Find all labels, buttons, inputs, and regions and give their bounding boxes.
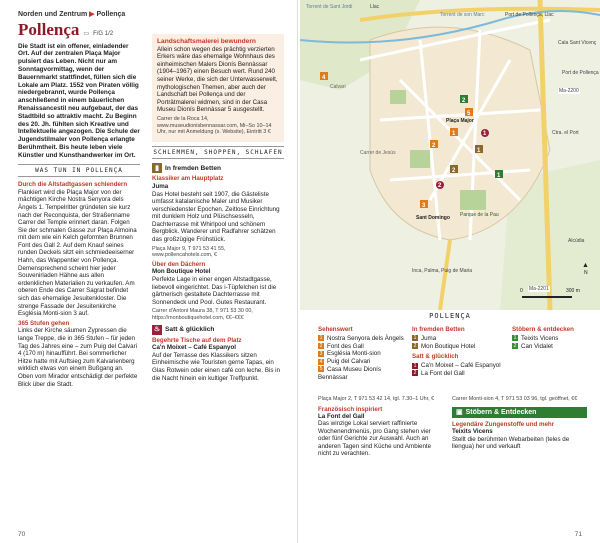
running-header xyxy=(18,10,125,18)
legend-item: 2 La Font del Gall xyxy=(413,369,465,377)
svg-text:1: 1 xyxy=(497,173,501,179)
juma-name: Juma xyxy=(152,182,169,190)
juma-text: Das Hotel besteht seit 1907, die Gästeliste umfasst katalanische Maler und Musiker verschiedenster Epochen. Zeitlose Einrichtung mit dunklem Holz und Plüschsesseln, Dachterrasse mit Whirlpool und schönem Bergblick. Wanderer und Radfahrer schätzen das großzügige Frühstück. xyxy=(152,190,280,244)
betten-title: In fremden Betten xyxy=(165,164,222,172)
svg-text:2: 2 xyxy=(438,183,442,189)
boutique-name: Mon Boutique Hotel xyxy=(152,268,211,276)
header-subsection: Pollença xyxy=(96,11,126,18)
map-label-port-pollenca: Port de Pollença, Llac xyxy=(505,12,554,18)
intro-paragraph: Die Stadt ist ein offener, einladender Ort. Auf der zentralen Plaça Major pulsiert das Leben. Nicht nur am Sonntagvormittag, wenn der Bauernmarkt stattfindet, füllen sich die Lokale am Platz. 1552 von Piraten völlig niedergebrannt, wurde Pollença anschließend in einem bäuerlichen Renaissancestil neu aufgebaut, der das Stadtbild so attraktiv macht. Zu Beginn des 20. Jh. fühlten sich Kreative und Intellektuelle angezogen. Die Schule der Jugendstilmaler von Pollença erlangte Berühmtheit. Bis heute leben viele Künstler und Kunsthandwerker im Ort. xyxy=(18,42,140,159)
info-box-landschaftsmalerei xyxy=(152,34,284,142)
juma-info: Plaça Major 9, T 971 53 41 55, www.pollencahotels.com, € xyxy=(152,245,226,259)
legend-sehenswert-title: Sehenswert xyxy=(318,326,353,333)
svg-text:5: 5 xyxy=(467,111,471,117)
stufen-text: Links der Kirche säumen Zypressen die lange Treppe, die in 365 Stufen – für jeden Tag des Jahres eine – zum Puig del Calvari 4 (170 m) hinaufführt. Bei sommerlicher Hitze hatte mit Auftsieg zum Kalvarienberg wirklich etwas von einem Bußgang an. Oben vom Mirador entschädigt der perfekte Blick über die Stadt. xyxy=(18,327,138,388)
right-col-1 xyxy=(318,396,443,457)
satt-heading xyxy=(152,325,284,335)
gutter xyxy=(297,0,298,543)
scale-300: 300 m xyxy=(566,288,580,294)
legend-satt-title: Satt & glücklich xyxy=(412,353,459,361)
moixet-info: Plaça Major 2, T 971 53 42 14, tgl. 7.30–1 Uhr, € xyxy=(318,396,435,402)
map-label-placa-major: Plaça Major xyxy=(446,118,474,124)
satt-title: Satt & glücklich xyxy=(165,325,215,333)
legend-item: 2 Font des Gall xyxy=(319,342,364,350)
map-label-port: Port de Pollença xyxy=(562,70,599,76)
legendaer-title: Legendäre Zungenstoffe und mehr xyxy=(452,421,555,428)
map-label-ma2201: Ma-2201 xyxy=(529,286,549,292)
arrow-icon: ▶ xyxy=(89,11,95,18)
section-heading: WAS TUN IN POLLENÇA xyxy=(18,164,140,178)
map-label-alcudia: Alcúdia xyxy=(568,238,585,244)
info-box-text: Allein schon wegen des prächtig verzierten Erkers wäre das ehemalige Wohnhaus des einheimischen Malers Dionís Bennàssar (1904–1967) einen Besuch wert. Rund 240 seiner Werke, die sich der Unterwasserwelt, mythologischen Themen, aber auch der Landschaft bei Pollença und der Porträtmalerei widmen, sind in der Casa Museu Dionís Bennàssar 5 ausgestellt. xyxy=(157,45,278,114)
svg-text:1: 1 xyxy=(483,131,487,137)
north-arrow-icon: ▲ xyxy=(582,262,589,269)
svg-text:2: 2 xyxy=(452,168,456,174)
map-reference: F/G 1/2 xyxy=(93,31,114,37)
svg-text:1: 1 xyxy=(452,131,456,137)
svg-text:3: 3 xyxy=(422,203,426,209)
svg-text:4: 4 xyxy=(322,75,326,81)
moixet-text: Auf der Terrasse des Klassikers sitzen Einheimische wie Touristen gerne Tapas, ein Glas Rotwein oder einen café con leche. Bis in die Nacht hinein ein kultiger Treffpunkt. xyxy=(152,351,280,382)
teixits-text: Stellt die berühmten Webarbeiten (teles de llengua) her und verkauft xyxy=(452,435,570,451)
stoebern-bar xyxy=(452,407,587,418)
map-label-cala-sant-vicenc: Cala Sant Vicenç xyxy=(558,40,597,46)
map-label-ma2200: Ma-2200 xyxy=(559,88,579,94)
header-section: Norden und Zentrum xyxy=(18,11,88,18)
daechern-title: Über den Dächern xyxy=(152,260,206,268)
klassiker-title: Klassiker am Hauptplatz xyxy=(152,175,224,183)
right-page xyxy=(300,0,600,543)
teixits-name: Teixits Vicens xyxy=(452,428,493,436)
svg-text:2: 2 xyxy=(432,143,436,149)
fork-icon: ♨ xyxy=(153,325,161,333)
scale-zero: 0 xyxy=(520,288,523,294)
column-2 xyxy=(152,34,284,384)
map-label-calvari: Calvari xyxy=(330,84,346,90)
legend-item: 4 Puig del Calvari xyxy=(319,358,371,366)
font-info: Carrer Monti-sion 4, T 971 53 03 96, tgl. geöffnet, €€ xyxy=(452,396,578,402)
city-map xyxy=(300,0,600,310)
map-label-torrent-son-marc: Torrent de son Marc xyxy=(440,12,485,18)
legend-item: 2 Mon Boutique Hotel xyxy=(413,342,476,350)
bed-icon: ▮ xyxy=(152,163,162,173)
legend-item: 1 Nostra Senyora dels Àngels xyxy=(319,334,404,342)
map-label-llac: Llac xyxy=(370,4,380,10)
font-name: La Font del Gall xyxy=(318,413,365,420)
moixet-name: Ca'n Moixet – Café Espanyol xyxy=(152,344,236,352)
legend-sehenswert xyxy=(318,326,408,382)
map-label-carrer-jesus: Carrer de Jesús xyxy=(360,150,396,156)
legend-item: 1 Juma xyxy=(413,334,437,342)
map-label-sant-domingo: Sant Domingo xyxy=(416,215,450,221)
svg-text:1: 1 xyxy=(477,148,481,154)
legend-title: POLLENÇA xyxy=(429,312,471,320)
page-title: Pollença xyxy=(18,20,80,39)
info-box-title: Landschaftsmalerei bewundern xyxy=(157,38,256,45)
legend-item: 5 Casa Museu Dionís Bennàssar xyxy=(318,365,381,381)
legend-item: 2 Can Vidalet xyxy=(513,342,553,350)
section-heading-2: SCHLEMMEN, SHOPPEN, SCHLAFEN xyxy=(152,146,284,160)
subheading-altstadt: Durch die Altstadtgassen schlendern xyxy=(18,181,128,189)
subheading-stufen: 365 Stufen gehen xyxy=(18,319,70,327)
map-label-torrent-sant-jordi: Torrent de Sant Jordi xyxy=(306,4,353,10)
stoebern-bar-label: Stöbern & Entdecken xyxy=(465,408,537,416)
scale-bar xyxy=(522,296,572,298)
page-number-right: 71 xyxy=(574,531,582,538)
legend-stoebern xyxy=(512,326,592,350)
legend-item: 1 Teixits Vicens xyxy=(513,334,559,342)
altstadt-text: Flankiert wird die Plaça Major von der mächtigen Kirche Nostra Senyora dels Àngels 1. Tempelritter gründeten sie kurz nach der Reconquista, der Straßenname Carrer del Temple erinnert daran. Folgen Sie der schmalen Gasse zur Plaça Almoina mit dem wie ein Kelch geformten Brunnen Font des Gall 2. Auf dem Knauf seines runden Deckels sitzt ein schmiedeeiserner Hahn, das Wappentier von Pollença. Demensprechend scheint hier jeder Souvenirladen Hähne aus allen erdenklichen Materialien zu verkaufen. Am oberen Ende des Carrer Sagrat befindet sich das ehemalige Jesuitenkloster. Die strenge Fassade der Jesuitenkirche Església Monti-sion 3 auf. xyxy=(18,188,137,318)
legend-item: 3 Església Monti-sion xyxy=(319,350,381,358)
map-label-parque: Parque de la Pau xyxy=(460,212,499,218)
map-label-inca-palma: Inca, Palma, Puig de Maria xyxy=(412,268,473,274)
map-graphic xyxy=(300,0,600,310)
bag-icon: ▣ xyxy=(456,408,463,416)
legend-stoebern-title: Stöbern & entdecken xyxy=(512,326,574,333)
boutique-text: Perfekte Lage in einer engen Altstadtgasse, liebevoll eingerichtet. Das i-Tüpfelchen ist die gärtnerisch gestaltete Dachterrasse mit Sonnendeck und Pool. Gutes Restaurant. xyxy=(152,276,277,306)
left-page xyxy=(0,0,296,543)
right-col-2 xyxy=(452,396,587,451)
boutique-info: Carrer d'Antoni Maura 38, T 971 53 30 00, https://monboutiquehotel.com, €€–€€€ xyxy=(152,308,253,321)
north-label: N xyxy=(584,270,588,276)
svg-text:2: 2 xyxy=(462,98,466,104)
begehrte-title: Begehrte Tische auf dem Platz xyxy=(152,336,242,344)
legend-betten-satt xyxy=(412,326,504,378)
page-number-left: 70 xyxy=(18,531,26,538)
legend-item: 1 Ca'n Moixet – Café Espanyol xyxy=(413,362,501,370)
map-icon: ▭ xyxy=(83,31,90,37)
font-title: Französisch inspiriert xyxy=(318,405,383,413)
font-text: Das winzige Lokal serviert raffinierte Wochenendmenüs, pro Gang stehen vier oder fünf Gerichte zur Auswahl. Auch an anderen Tagen sind Küche und Ambiente nicht zu verachten. xyxy=(318,420,432,458)
info-box-details: Carrer de la Roca 14, www.museudionisbennassar.com, Mi–So 10–14 Uhr, nur mit Anmeldung (s. Website), Eintritt 3 € xyxy=(157,115,272,136)
betten-heading xyxy=(152,163,284,173)
column-1 xyxy=(18,20,140,390)
map-label-ctra-port: Ctra. el Port xyxy=(552,130,579,136)
legend-betten-title: In fremden Betten xyxy=(412,326,465,333)
